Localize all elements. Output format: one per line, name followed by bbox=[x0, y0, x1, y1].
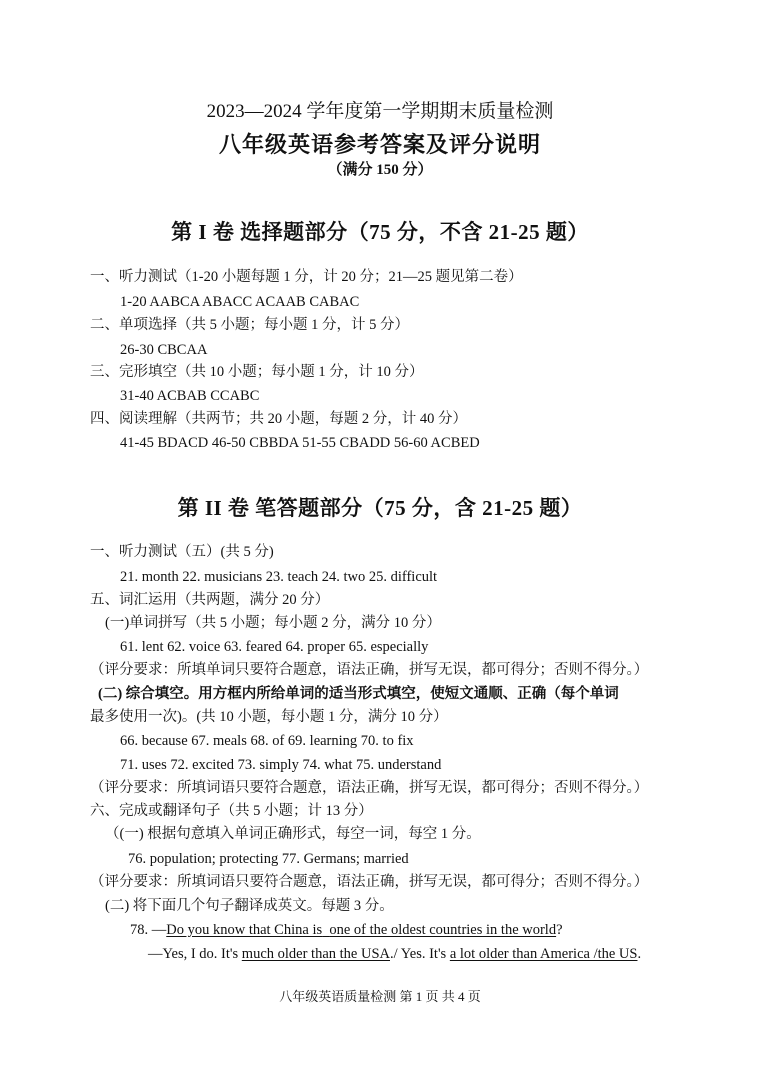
section-single-choice-answers: 26-30 CBCAA bbox=[120, 342, 208, 358]
word-form-answers: 76. population; protecting 77. Germans; married bbox=[128, 851, 409, 867]
question-78-line bbox=[130, 920, 563, 940]
comprehensive-fill-grading-note: （评分要求：所填词语只要符合题意，语法正确，拼写无误，都可得分；否则不得分。） bbox=[90, 780, 649, 796]
section-sentences-heading: 六、完成或翻译句子（共 5 小题；计 13 分） bbox=[90, 803, 373, 819]
question-78-reply-line bbox=[148, 944, 641, 964]
q78-reply-start: —Yes, I do. It's bbox=[148, 946, 242, 962]
word-form-grading-note: （评分要求：所填词语只要符合题意，语法正确，拼写无误，都可得分；否则不得分。） bbox=[90, 874, 649, 890]
volume-1-title: 第 I 卷 选择题部分（75 分，不含 21-25 题） bbox=[171, 220, 589, 244]
section-single-choice-heading: 二、单项选择（共 5 小题；每小题 1 分，计 5 分） bbox=[90, 317, 409, 333]
page-footer: 八年级英语质量检测 第 1 页 共 4 页 bbox=[279, 989, 481, 1004]
section-reading-heading: 四、阅读理解（共两节；共 20 小题，每题 2 分，计 40 分） bbox=[90, 411, 467, 427]
volume-2-title: 第 II 卷 笔答题部分（75 分，含 21-25 题） bbox=[177, 496, 583, 520]
comprehensive-fill-answers-2: 71. uses 72. excited 73. simply 74. what 75. understand bbox=[120, 757, 442, 773]
translation-heading: (二) 将下面几个句子翻译成英文。每题 3 分。 bbox=[105, 898, 394, 914]
exam-title: 2023—2024 学年度第一学期期末质量检测 bbox=[206, 101, 554, 122]
spelling-answers: 61. lent 62. voice 63. feared 64. proper 65. especially bbox=[120, 639, 429, 655]
section-listening-heading: 一、听力测试（1-20 小题每题 1 分，计 20 分；21—25 题见第二卷） bbox=[90, 269, 523, 285]
q78-reply-underlined-2: a lot older than America /the US bbox=[449, 946, 638, 962]
spelling-heading: (一)单词拼写（共 5 小题；每小题 2 分，满分 10 分） bbox=[105, 615, 441, 631]
q78-end: ? bbox=[556, 922, 563, 938]
q78-reply-underlined-1: much older than the USA bbox=[241, 946, 390, 962]
full-score-note: （满分 150 分） bbox=[327, 162, 433, 178]
comprehensive-fill-heading: (二) 综合填空。用方框内所给单词的适当形式填空，使短文通顺、正确（每个单词 bbox=[98, 686, 619, 702]
spelling-grading-note: （评分要求：所填单词只要符合题意，语法正确，拼写无误，都可得分；否则不得分。） bbox=[90, 662, 649, 678]
section-listening-5-heading: 一、听力测试（五）(共 5 分) bbox=[90, 544, 274, 560]
comprehensive-fill-heading-cont: 最多使用一次)。(共 10 小题，每小题 1 分，满分 10 分） bbox=[90, 709, 448, 725]
comprehensive-fill-answers-1: 66. because 67. meals 68. of 69. learning 70. to fix bbox=[120, 733, 414, 749]
q78-number: 78. — bbox=[130, 922, 167, 938]
section-cloze-heading: 三、完形填空（共 10 小题；每小题 1 分，计 10 分） bbox=[90, 364, 424, 380]
q78-reply-mid: ./ Yes. It's bbox=[390, 946, 450, 962]
section-vocabulary-heading: 五、词汇运用（共两题，满分 20 分） bbox=[90, 592, 330, 608]
section-listening-5-answers: 21. month 22. musicians 23. teach 24. two 25. difficult bbox=[120, 569, 438, 585]
section-reading-answers: 41-45 BDACD 46-50 CBBDA 51-55 CBADD 56-60 ACBED bbox=[120, 435, 480, 451]
word-form-heading: （(一) 根据句意填入单词正确形式，每空一词，每空 1 分。 bbox=[105, 826, 481, 842]
answer-key-title: 八年级英语参考答案及评分说明 bbox=[218, 132, 541, 157]
q78-underlined-part-2: one of the oldest countries in the world bbox=[329, 922, 557, 938]
section-cloze-answers: 31-40 ACBAB CCABC bbox=[120, 388, 260, 404]
q78-reply-end: . bbox=[637, 946, 642, 962]
q78-underlined-part-1: Do you know that China is bbox=[166, 922, 323, 938]
section-listening-answers: 1-20 AABCA ABACC ACAAB CABAC bbox=[120, 294, 360, 310]
